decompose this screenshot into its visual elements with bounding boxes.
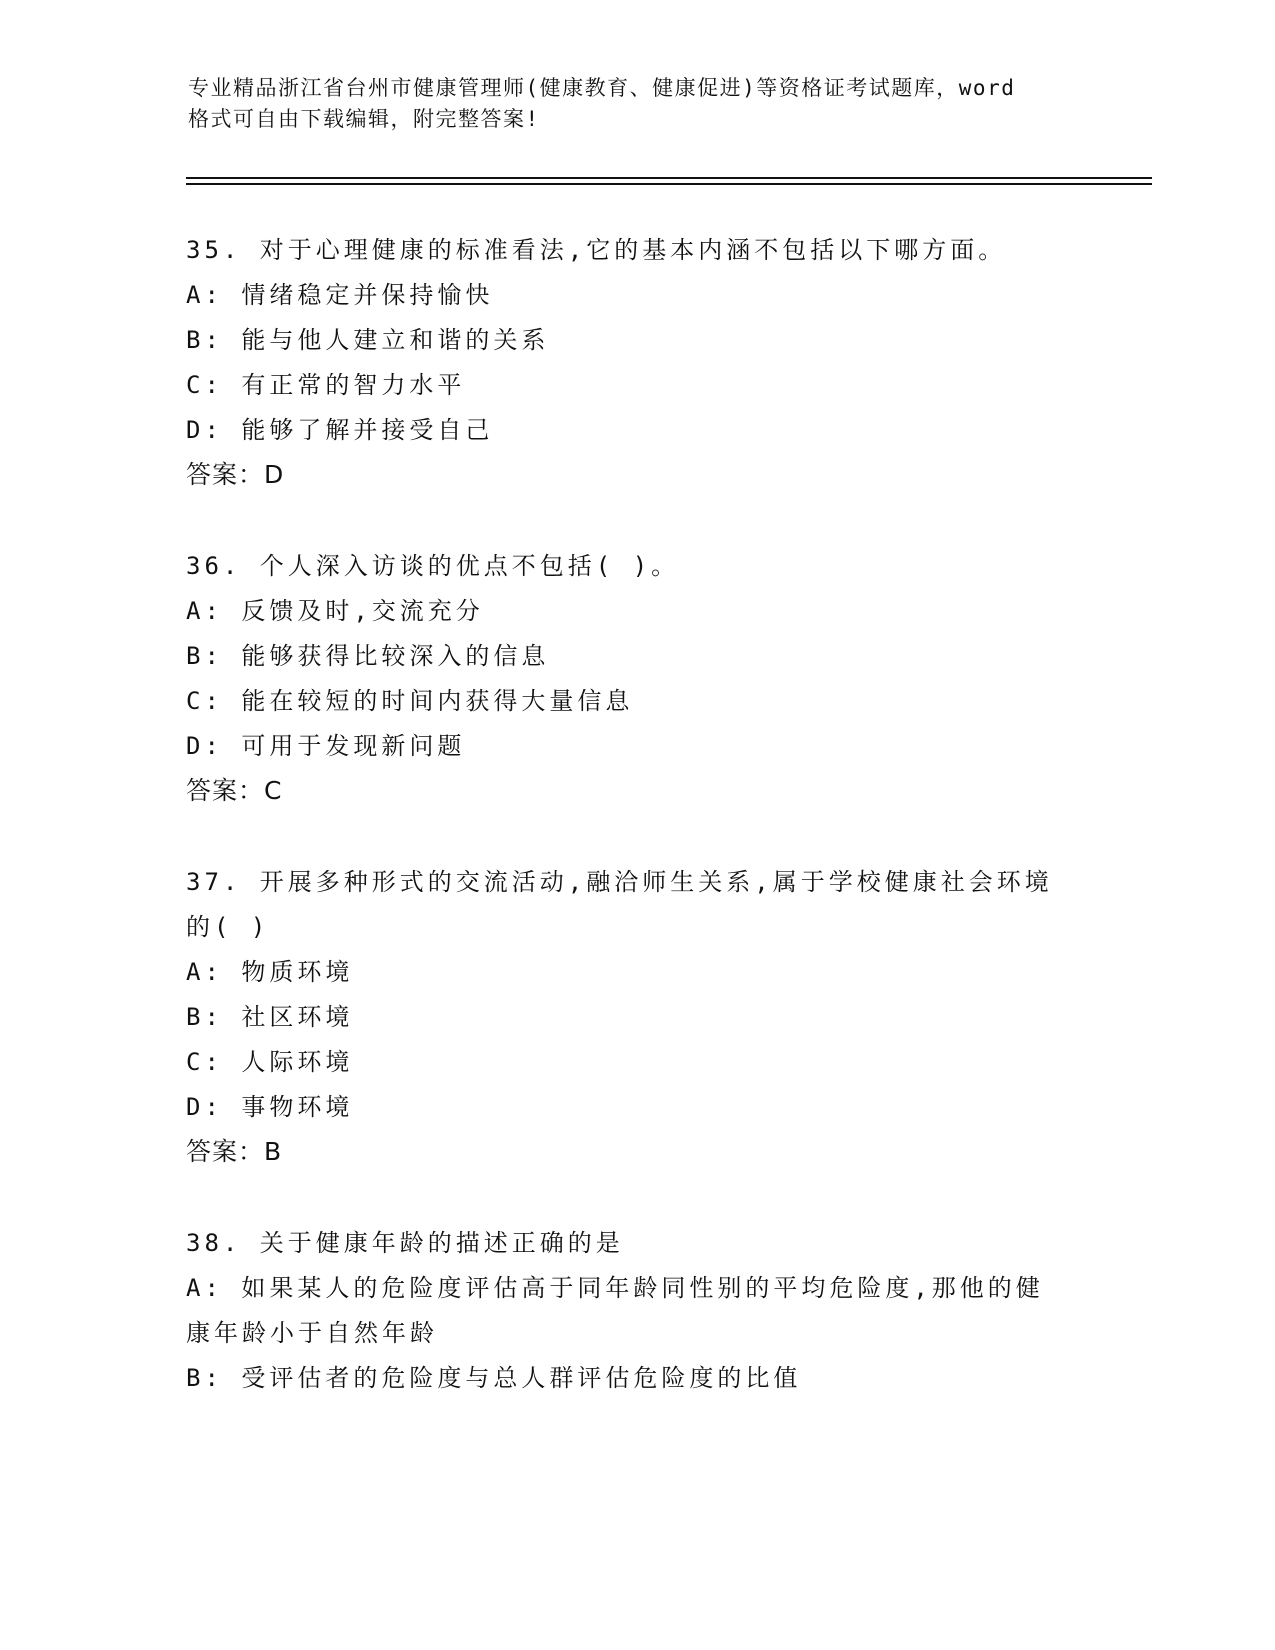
- question-37-stem-line-1: 37. 开展多种形式的交流活动,融洽师生关系,属于学校健康社会环境: [186, 868, 1053, 896]
- question-35-option-a: A: 情绪稳定并保持愉快: [186, 281, 494, 309]
- question-37-option-c: C: 人际环境: [186, 1048, 354, 1076]
- header-line-2: 格式可自由下载编辑，附完整答案!: [188, 107, 540, 131]
- question-38-option-b: B: 受评估者的危险度与总人群评估危险度的比值: [186, 1364, 802, 1392]
- question-36-option-a: A: 反馈及时,交流充分: [186, 597, 484, 625]
- question-38-option-a-line-1: A: 如果某人的危险度评估高于同年龄同性别的平均危险度,那他的健: [186, 1274, 1044, 1302]
- question-37-option-b: B: 社区环境: [186, 1003, 354, 1031]
- question-37-option-d: D: 事物环境: [186, 1093, 354, 1121]
- question-37-stem-line-2: 的( ): [186, 913, 270, 941]
- question-35-option-d: D: 能够了解并接受自己: [186, 416, 494, 444]
- question-38-option-a-line-2: 康年龄小于自然年龄: [186, 1319, 438, 1347]
- question-36-answer: 答案：C: [186, 776, 283, 805]
- question-35-stem: 35. 对于心理健康的标准看法,它的基本内涵不包括以下哪方面。: [186, 236, 1007, 264]
- question-35-option-c: C: 有正常的智力水平: [186, 371, 466, 399]
- question-38-stem: 38. 关于健康年龄的描述正确的是: [186, 1229, 624, 1257]
- question-36-option-b: B: 能够获得比较深入的信息: [186, 642, 550, 670]
- header-rule-top: [186, 177, 1152, 179]
- question-37-option-a: A: 物质环境: [186, 958, 354, 986]
- question-36-option-d: D: 可用于发现新问题: [186, 732, 466, 760]
- header-rule-bottom: [186, 183, 1152, 185]
- question-36-option-c: C: 能在较短的时间内获得大量信息: [186, 687, 634, 715]
- question-37-answer: 答案：B: [186, 1137, 283, 1166]
- document-header: [188, 73, 1088, 135]
- header-line-1: 专业精品浙江省台州市健康管理师(健康教育、健康促进)等资格证考试题库，word: [188, 76, 1016, 100]
- question-35-option-b: B: 能与他人建立和谐的关系: [186, 326, 550, 354]
- question-35-answer: 答案：D: [186, 460, 285, 489]
- question-36-stem: 36. 个人深入访谈的优点不包括( )。: [186, 552, 680, 580]
